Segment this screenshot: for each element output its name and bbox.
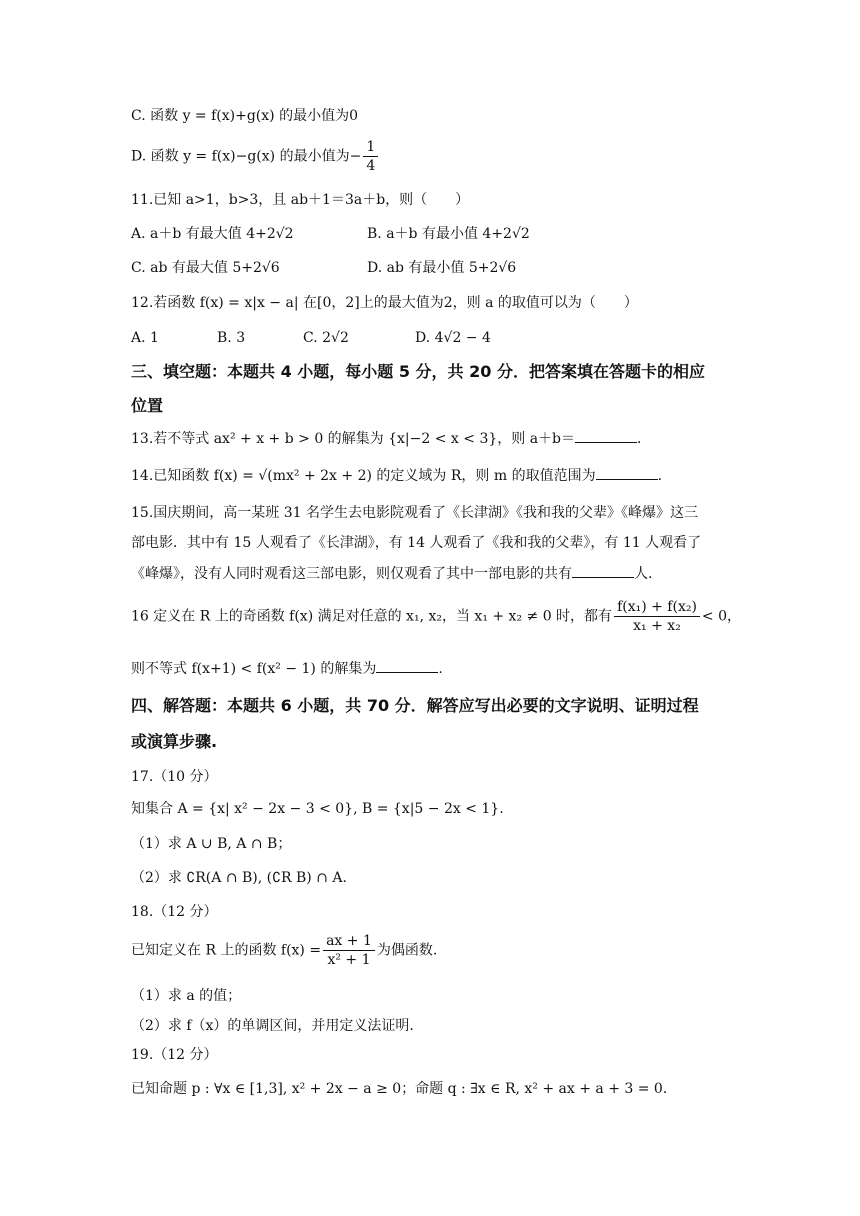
q11-options-row-1 [131, 224, 530, 244]
q18-text-end: 为偶函数. [376, 942, 438, 959]
q16-text-2: 则不等式 f(x+1) < f(x² − 1) 的解集为 [131, 661, 377, 677]
q14 [131, 465, 662, 486]
q12-option-b: B. 3 [217, 330, 246, 346]
q11-stem: 11.已知 a>1，b>3，且 ab＋1＝3a＋b，则（ ） [131, 192, 470, 208]
q11-option-a: A. a＋b 有最大值 4+2√2 [131, 226, 294, 242]
fraction-numerator: ax + 1 [323, 932, 375, 951]
q16-fraction [614, 598, 700, 635]
q16-line-1 [131, 598, 741, 635]
q13-answer-blank [575, 428, 637, 443]
q13 [131, 428, 641, 449]
q17-header: 17.（10 分） [131, 769, 218, 785]
q11-options-row-2 [131, 258, 516, 278]
q10-option-d-fraction [363, 138, 378, 175]
q18-part-2: （2）求 f（x）的单调区间，并用定义法证明. [131, 1018, 414, 1034]
section-4-heading-cont: 或演算步骤. [131, 732, 218, 751]
q17-part-1: （1）求 A ∪ B, A ∩ B； [131, 836, 292, 852]
fraction-denominator: x₁ + x₂ [633, 618, 681, 634]
q11-option-d: D. ab 有最小值 5+2√6 [367, 260, 517, 276]
section-3-heading-cont: 位置 [131, 396, 164, 415]
fraction-denominator: 4 [366, 158, 376, 174]
q18-stem [131, 932, 437, 969]
q16-text: 16 定义在 R 上的奇函数 f(x) 满足对任意的 x₁, x₂，当 x₁ + x₂ ≠ 0 时，都有 [131, 608, 613, 625]
q14-answer-blank [596, 465, 658, 480]
q12-option-c: C. 2√2 [303, 330, 349, 346]
q15-text: 《峰爆》，没有人同时观看这三部电影，则仅观看了其中一部电影的共有 [131, 566, 572, 582]
fraction-denominator: x² + 1 [327, 952, 371, 968]
q13-end: . [637, 431, 642, 447]
section-4-heading: 四、解答题：本题共 6 小题，共 70 分．解答应写出必要的文字说明、证明过程 [131, 696, 699, 715]
q12-option-a: A. 1 [131, 330, 159, 346]
q19-header: 19.（12 分） [131, 1047, 218, 1063]
q17-stem: 知集合 A = {x| x² − 2x − 3 < 0}, B = {x|5 − 2x < 1}. [131, 801, 504, 817]
q11-option-b: B. a＋b 有最小值 4+2√2 [367, 226, 530, 242]
q18-header: 18.（12 分） [131, 904, 218, 920]
q14-end: . [657, 468, 663, 484]
fraction-numerator: f(x₁) + f(x₂) [614, 598, 700, 617]
q18-fraction [323, 932, 375, 969]
q10-option-c: C. 函数 y = f(x)+g(x) 的最小值为0 [131, 108, 358, 124]
q15-answer-blank [572, 563, 634, 578]
q11-option-c: C. ab 有最大值 5+2√6 [131, 260, 280, 276]
q12-option-d: D. 4√2 − 4 [415, 330, 491, 346]
q18-part-1: （1）求 a 的值； [131, 988, 242, 1004]
section-3-heading: 三、填空题：本题共 4 小题，每小题 5 分，共 20 分．把答案填在答题卡的相应 [131, 362, 705, 381]
q15-line-2: 部电影．其中有 15 人观看了《长津湖》，有 14 人观看了《我和我的父辈》，有 11 人观看了 [131, 535, 702, 551]
q12-options-row [131, 328, 491, 348]
q19-stem: 已知命题 p : ∀x ∈ [1,3], x² + 2x − a ≥ 0；命题 q : ∃x ∈ R, x² + ax + a + 3 = 0． [131, 1081, 677, 1097]
q18-text: 已知定义在 R 上的函数 f(x) = [131, 942, 322, 959]
q10-option-d [131, 138, 380, 175]
q15-line-1: 15.国庆期间，高一某班 31 名学生去电影院观看了《长津湖》《我和我的父辈》《峰爆》这三 [131, 505, 698, 521]
q17-part-2: （2）求 ∁R(A ∩ B), (∁R B) ∩ A. [131, 870, 347, 886]
q13-text: 13.若不等式 ax² + x + b > 0 的解集为 {x|−2 < x < 3}，则 a＋b＝ [131, 431, 576, 447]
fraction-numerator: 1 [363, 138, 378, 157]
q16-line-2 [131, 658, 443, 679]
q15-line-3 [131, 563, 652, 584]
q16-inequality-end: < 0， [701, 608, 742, 625]
q12-stem: 12.若函数 f(x) = x|x − a| 在[0，2]上的最大值为2，则 a 的取值可以为（ ） [131, 295, 638, 311]
q16-end: . [438, 661, 443, 677]
q16-answer-blank [376, 658, 438, 673]
q14-text: 14.已知函数 f(x) = √(mx² + 2x + 2) 的定义域为 R，则 m 的取值范围为 [131, 468, 596, 484]
q15-end: 人. [634, 566, 653, 582]
q10-option-d-text: D. 函数 y = f(x)−g(x) 的最小值为− [131, 148, 362, 165]
